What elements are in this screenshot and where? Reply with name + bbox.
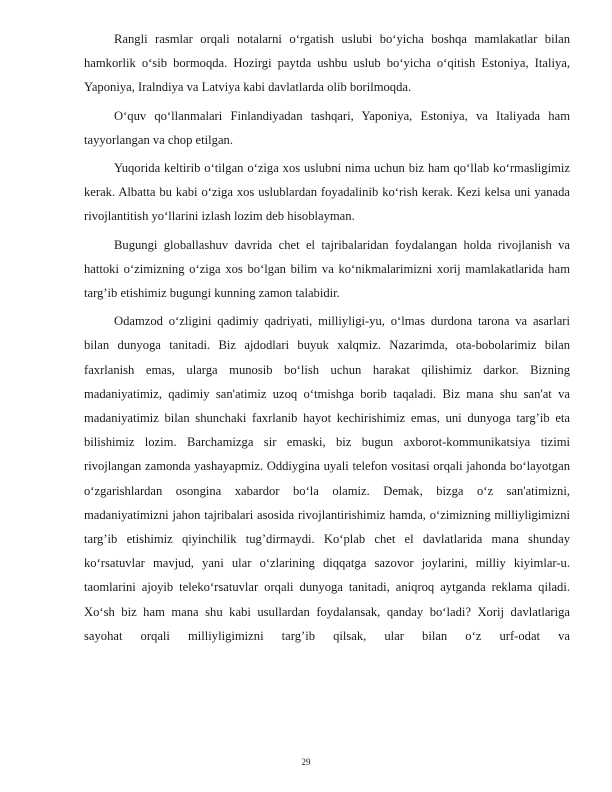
paragraph-2: O‘quv qo‘llanmalari Finlandiyadan tashqari, Yaponiya, Estoniya, va Italiyada ham tayyorlangan va chop etilgan. xyxy=(84,108,570,147)
page-number: 29 xyxy=(301,757,311,767)
paragraph-4: Bugungi globallashuv davrida chet el tajribalaridan foydalangan holda rivojlanish va hattoki o‘zimizning o‘ziga xos bo‘lgan bilim va ko‘nikmalarimizni xorij mamlakatlarida ham targ’ib etishimiz bugungi kunning zamon talabidir. xyxy=(84,237,570,301)
paragraph-5: Odamzod o‘zligini qadimiy qadriyati, milliyligi-yu, o‘lmas durdona tarona va asarlari bilan dunyoga tanitadi. Biz ajdodlari buyuk xalqmiz. Nazarimda, ota-bobolarimiz bilan faxrlanish emas, ularga munosib bo‘lish uchun harakat qilishimiz darkor. Bizning madaniyatimiz, qadimiy san'atimiz uzoq o‘tmishga borib taqaladi. Biz mana shu san'at va madaniyatimiz bilan shunchaki faxrlanib hayot kechirishimiz emas, uni dunyoga targ’ib eta bilishimiz lozim. Barchamizga sir emaski, biz bugun axborot-kommunikatsiya tizimi rivojlangan zamonda yashayapmiz. Oddiygina uyali telefon vositasi orqali jahonda bo‘layotgan o‘zgarishlardan osongina xabardor bo‘la olamiz. Demak, bizga o‘z san'atimizni, madaniyatimizni jahon tajribalari asosida rivojlantirishimiz hamda, o‘zimizning milliyligimizni targ’ib etishimiz qiyinchilik tug’dirmaydi. Ko‘plab chet el davlatlarida mana shunday ko‘rsatuvlar mavjud, yani ular o‘zlarining diqqatga sazovor joylarini, milliy kiyimlar-u. taomlarini ajoyib teleko‘rsatuvlar orqali dunyoga tanitadi, aniqroq aytganda reklama qiladi. Xo‘sh biz ham mana shu kabi usullardan foydalansak, qanday bo‘ladi? Xorij davlatlariga sayohat orqali milliyligimizni targ’ib qilsak, ular bilan o‘z urf-odat va xyxy=(84,314,570,643)
paragraph-3: Yuqorida keltirib o‘tilgan o‘ziga xos uslubni nima uchun biz ham qo‘llab ko‘rmasligimiz kerak. Albatta bu kabi o‘ziga xos uslublardan foyadalinib ko‘rish kerak. Kezi kelsa uni yanada rivojlantitish yo‘llarini izlash lozim deb hisoblayman. xyxy=(84,161,570,224)
paragraph-1: Rangli rasmlar orqali notalarni o‘rgatish uslubi bo‘yicha boshqa mamlakatlar bilan hamkorlik o‘sib bormoqda. Hozirgi paytda ushbu uslub bo‘yicha o‘qitish Estoniya, Italiya, Yaponiya, Iralndiya va Latviya kabi davlatlarda olib borilmoqda. xyxy=(84,32,570,95)
document-body xyxy=(84,27,570,652)
